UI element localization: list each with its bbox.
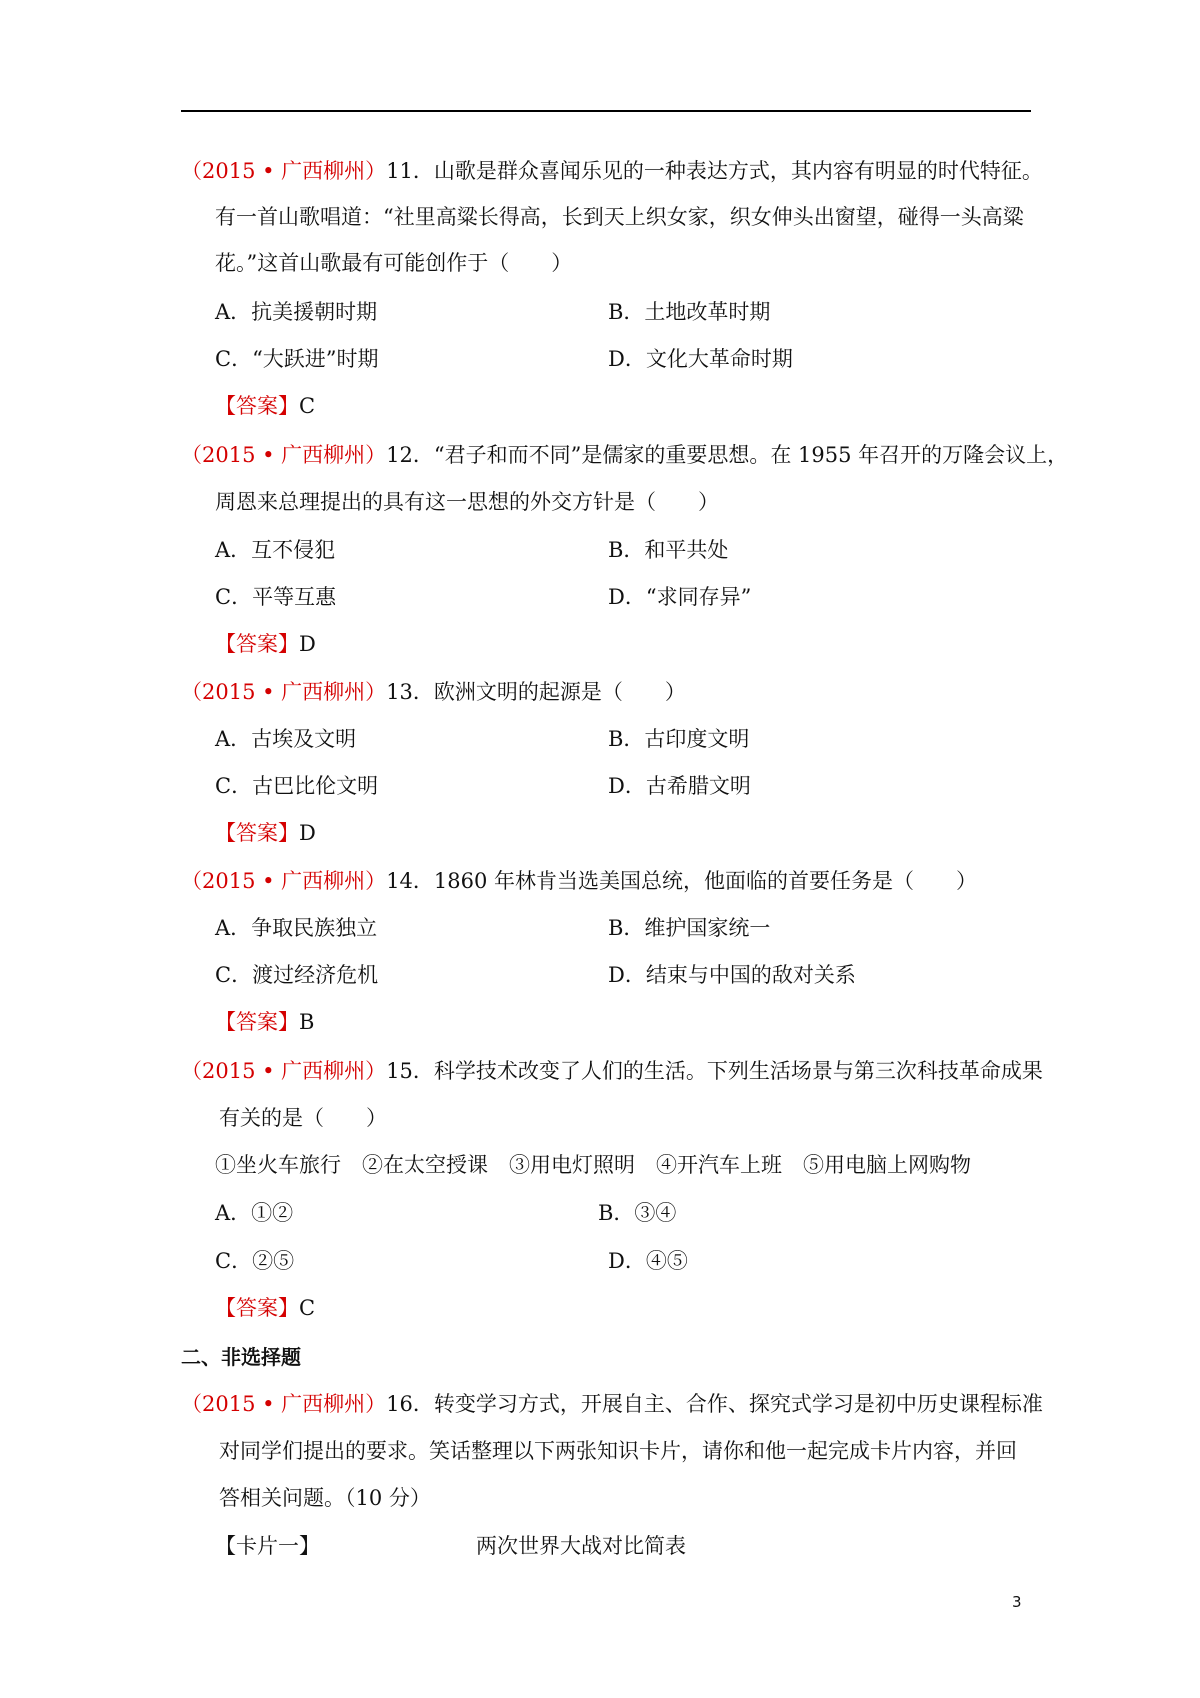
q11-first-line	[181, 156, 1043, 186]
q11-option-d: D．文化大革命时期	[608, 347, 793, 371]
q15-stem-2: 有关的是（ ）	[219, 1106, 387, 1130]
q12-first-line	[181, 440, 1068, 470]
card-label: 【卡片一】	[215, 1534, 320, 1558]
q15-option-a: A．①②	[215, 1201, 294, 1225]
q15-option-c: C．②⑤	[215, 1249, 295, 1273]
answer-value: B	[299, 1010, 315, 1034]
q13-option-c: C．古巴比伦文明	[215, 774, 379, 798]
q16-source: （2015 • 广西柳州）	[181, 1392, 387, 1416]
q13-option-d: D．古希腊文明	[608, 774, 751, 798]
q13-option-a: A．古埃及文明	[215, 727, 357, 751]
answer-tag: 【答案】	[215, 394, 299, 418]
q15-answer	[215, 1293, 315, 1323]
q13-stem-1: 13．欧洲文明的起源是（ ）	[386, 680, 686, 704]
q12-answer	[215, 629, 316, 659]
q14-option-b: B．维护国家统一	[608, 916, 771, 940]
q15-stem-1: 15．科学技术改变了人们的生活。下列生活场景与第三次科技革命成果	[386, 1059, 1043, 1083]
q11-stem-1: 11．山歌是群众喜闻乐见的一种表达方式，其内容有明显的时代特征。	[386, 159, 1043, 183]
q15-option-b: B．③④	[598, 1201, 677, 1225]
q13-answer	[215, 818, 316, 848]
q15-first-line	[181, 1056, 1043, 1086]
q14-source: （2015 • 广西柳州）	[181, 869, 387, 893]
answer-value: C	[299, 1296, 316, 1320]
q12-option-d: D．“求同存异”	[608, 585, 752, 609]
q15-stem-3: ①坐火车旅行 ②在太空授课 ③用电灯照明 ④开汽车上班 ⑤用电脑上网购物	[215, 1153, 971, 1177]
answer-tag: 【答案】	[215, 1010, 299, 1034]
q11-source: （2015 • 广西柳州）	[181, 159, 387, 183]
answer-tag: 【答案】	[215, 632, 299, 656]
q11-option-b: B．土地改革时期	[608, 300, 771, 324]
answer-value: D	[299, 821, 316, 845]
answer-value: D	[299, 632, 316, 656]
q16-first-line	[181, 1389, 1043, 1419]
q16-stem-2: 对同学们提出的要求。笑话整理以下两张知识卡片，请你和他一起完成卡片内容，并回	[219, 1439, 1017, 1463]
q15-option-d: D．④⑤	[608, 1249, 688, 1273]
q13-source: （2015 • 广西柳州）	[181, 680, 387, 704]
q16-stem-3: 答相关问题。（10 分）	[219, 1486, 431, 1510]
q12-stem-1: 12．“君子和而不同”是儒家的重要思想。在 1955 年召开的万隆会议上，	[386, 443, 1069, 467]
q14-first-line	[181, 866, 977, 896]
q11-answer	[215, 391, 315, 421]
header-rule	[181, 110, 1031, 112]
q13-first-line	[181, 677, 686, 707]
q11-option-c: C．“大跃进”时期	[215, 347, 379, 371]
answer-tag: 【答案】	[215, 1296, 299, 1320]
q14-answer	[215, 1007, 314, 1037]
q14-stem-1: 14．1860 年林肯当选美国总统，他面临的首要任务是（ ）	[386, 869, 978, 893]
q11-stem-3: 花。”这首山歌最有可能创作于（ ）	[215, 251, 573, 275]
card-title: 两次世界大战对比简表	[476, 1534, 686, 1558]
q12-option-c: C．平等互惠	[215, 585, 337, 609]
q11-stem-2: 有一首山歌唱道：“社里高粱长得高，长到天上织女家，织女伸头出窗望，碰得一头高粱	[215, 205, 1024, 229]
answer-value: C	[299, 394, 316, 418]
q16-stem-1: 16．转变学习方式，开展自主、合作、探究式学习是初中历史课程标准	[386, 1392, 1043, 1416]
q12-source: （2015 • 广西柳州）	[181, 443, 387, 467]
q15-source: （2015 • 广西柳州）	[181, 1059, 387, 1083]
answer-tag: 【答案】	[215, 821, 299, 845]
q12-option-a: A．互不侵犯	[215, 538, 336, 562]
q11-option-a: A．抗美援朝时期	[215, 300, 378, 324]
q12-stem-2: 周恩来总理提出的具有这一思想的外交方针是（ ）	[215, 490, 719, 514]
q14-option-c: C．渡过经济危机	[215, 963, 379, 987]
q13-option-b: B．古印度文明	[608, 727, 750, 751]
q14-option-a: A．争取民族独立	[215, 916, 378, 940]
q12-option-b: B．和平共处	[608, 538, 729, 562]
section-heading: 二、非选择题	[181, 1345, 301, 1369]
q14-option-d: D．结束与中国的敌对关系	[608, 963, 856, 987]
page-number: 3	[1012, 1593, 1022, 1611]
